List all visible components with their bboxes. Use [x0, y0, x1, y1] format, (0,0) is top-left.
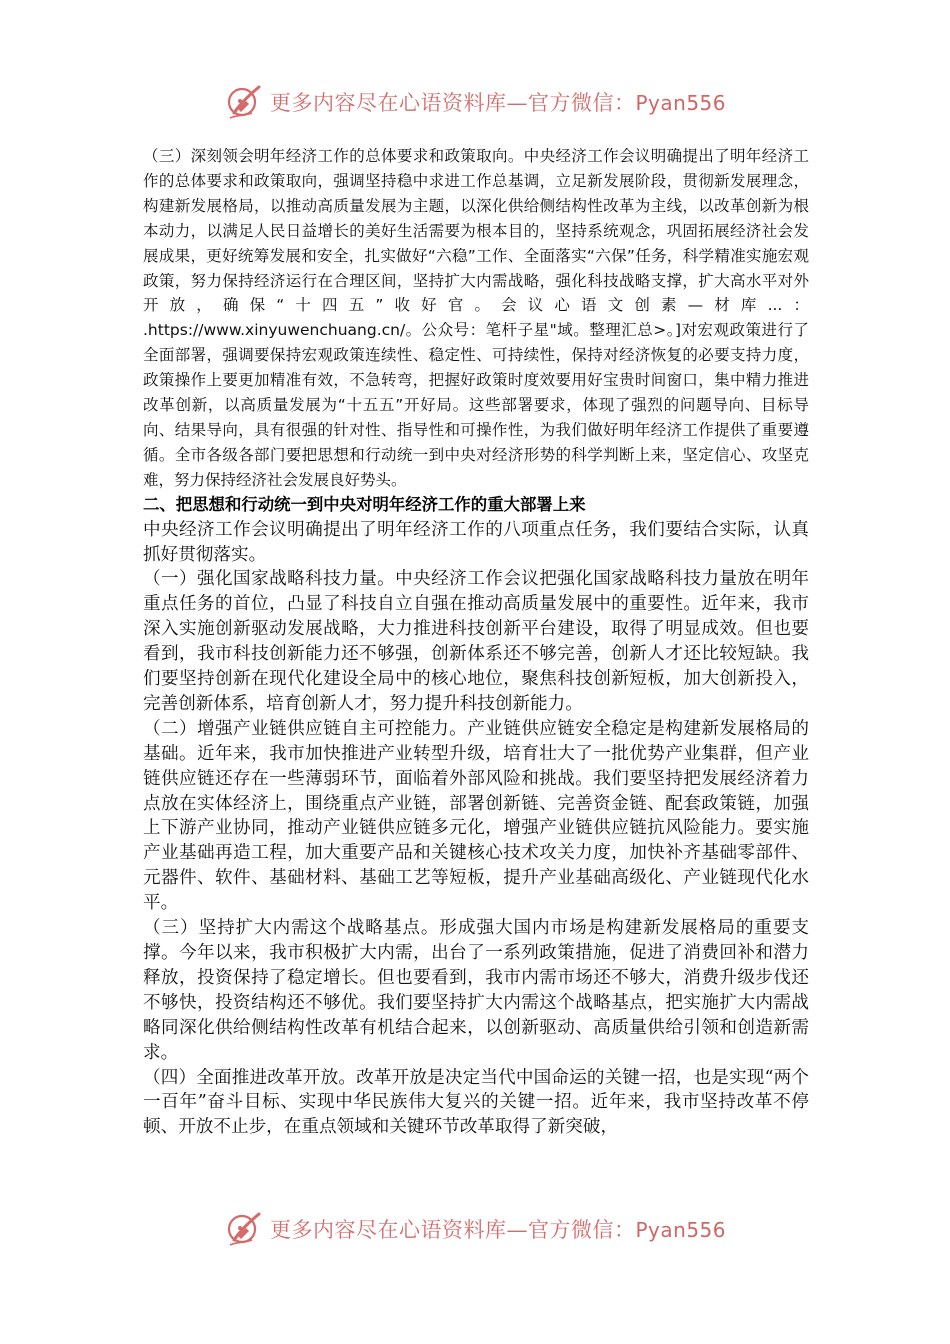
watermark-text: 更多内容尽在心语资料库—官方微信：Pyan556 — [270, 1218, 727, 1242]
document-body — [143, 144, 809, 1140]
watermark-banner-bottom — [224, 1209, 744, 1249]
paragraph-item-1: （一）强化国家战略科技力量。中央经济工作会议把强化国家战略科技力量放在明年重点任务的首位，凸显了科技自立自强在推动高质量发展中的重要性。近年来，我市深入实施创新驱动发展战略，大力推进科技创新平台建设，取得了明显成效。但也要看到，我市科技创新能力还不够强，创新体系还不够完善，创新人才还比较短缺。我们要坚持创新在现代化建设全局中的核心地位，聚焦科技创新短板，加大创新投入，完善创新体系，培育创新人才，努力提升科技创新能力。 — [143, 569, 809, 714]
paragraph-section-3-intro: （三）深刻领会明年经济工作的总体要求和政策取向。中央经济工作会议明确提出了明年经济工作的总体要求和政策取向，强调坚持稳中求进工作总基调，立足新发展阶段，贯彻新发展理念，构建新发展格局，以推动高质量发展为主题，以深化供给侧结构性改革为主线，以改革创新为根本动力，以满足人民日益增长的美好生活需要为根本目的，坚持系统观念，巩固拓展经济社会发展成果，更好统筹发展和安全，扎实做好“六稳”工作、全面落实“六保”任务，科学精准实施宏观政策，努力保持经济运行在合理区间，坚持扩大内需战略，强化科技战略支撑，扩大高水平对外开放，确保“十四五”收好官。会议心语文创素—材库...： .https://www.xinyuwenchuang.cn/。公众号：笔杆子星"域。整理汇总>。]对宏观政策进行了全面部署，强调要保持宏观政策连续性、稳定性、可持续性，保持对经济恢复的必要支持力度，政策操作上要更加精准有效，不急转弯，把握好政策时度效要用好宝贵时间窗口，集中精力推进改革创新，以高质量发展为“十五五”开好局。这些部署要求，体现了强烈的问题导向、目标导向、结果导向，具有很强的针对性、指导性和可操作性，为我们做好明年经济工作提供了重要遵循。全市各级各部门要把思想和行动统一到中央对经济形势的科学判断上来，坚定信心、攻坚克难，努力保持经济社会发展良好势头。 — [143, 147, 809, 489]
pen-nib-logo-icon — [224, 82, 264, 122]
watermark-text: 更多内容尽在心语资料库—官方微信：Pyan556 — [270, 91, 727, 115]
wechat-id: Pyan556 — [635, 1218, 727, 1242]
wechat-id: Pyan556 — [635, 91, 727, 115]
paragraph-item-3: （三）坚持扩大内需这个战略基点。形成强大国内市场是构建新发展格局的重要支撑。今年以来，我市积极扩大内需，出台了一系列政策措施，促进了消费回补和潜力释放，投资保持了稳定增长。但也要看到，我市内需市场还不够大，消费升级步伐还不够快，投资结构还不够优。我们要坚持扩大内需这个战略基点，把实施扩大内需战略同深化供给侧结构性改革有机结合起来，以创新驱动、高质量供给引领和创造新需求。 — [143, 918, 809, 1063]
pen-nib-logo-icon — [224, 1209, 264, 1249]
paragraph-section-2-intro: 中央经济工作会议明确提出了明年经济工作的八项重点任务，我们要结合实际，认真抓好贯彻落实。 — [143, 519, 809, 565]
paragraph-item-4: （四）全面推进改革开放。改革开放是决定当代中国命运的关键一招，也是实现“两个一百年”奋斗目标、实现中华民族伟大复兴的关键一招。近年来，我市坚持改革不停顿、开放不止步，在重点领域和关键环节改革取得了新突破， — [143, 1067, 809, 1138]
watermark-banner-top — [224, 82, 744, 122]
paragraph-item-2: （二）增强产业链供应链自主可控能力。产业链供应链安全稳定是构建新发展格局的基础。近年来，我市加快推进产业转型升级，培育壮大了一批优势产业集群，但产业链供应链还存在一些薄弱环节，面临着外部风险和挑战。我们要坚持把发展经济着力点放在实体经济上，围绕重点产业链，部署创新链、完善资金链、配套政策链，加强上下游产业协同，推动产业链供应链多元化，增强产业链供应链抗风险能力。要实施产业基础再造工程，加大重要产品和关键核心技术攻关力度，加快补齐基础零部件、元器件、软件、基础材料、基础工艺等短板，提升产业基础高级化、产业链现代化水平。 — [143, 718, 809, 914]
section-heading-2: 二、把思想和行动统一到中央对明年经济工作的重大部署上来 — [143, 494, 586, 514]
